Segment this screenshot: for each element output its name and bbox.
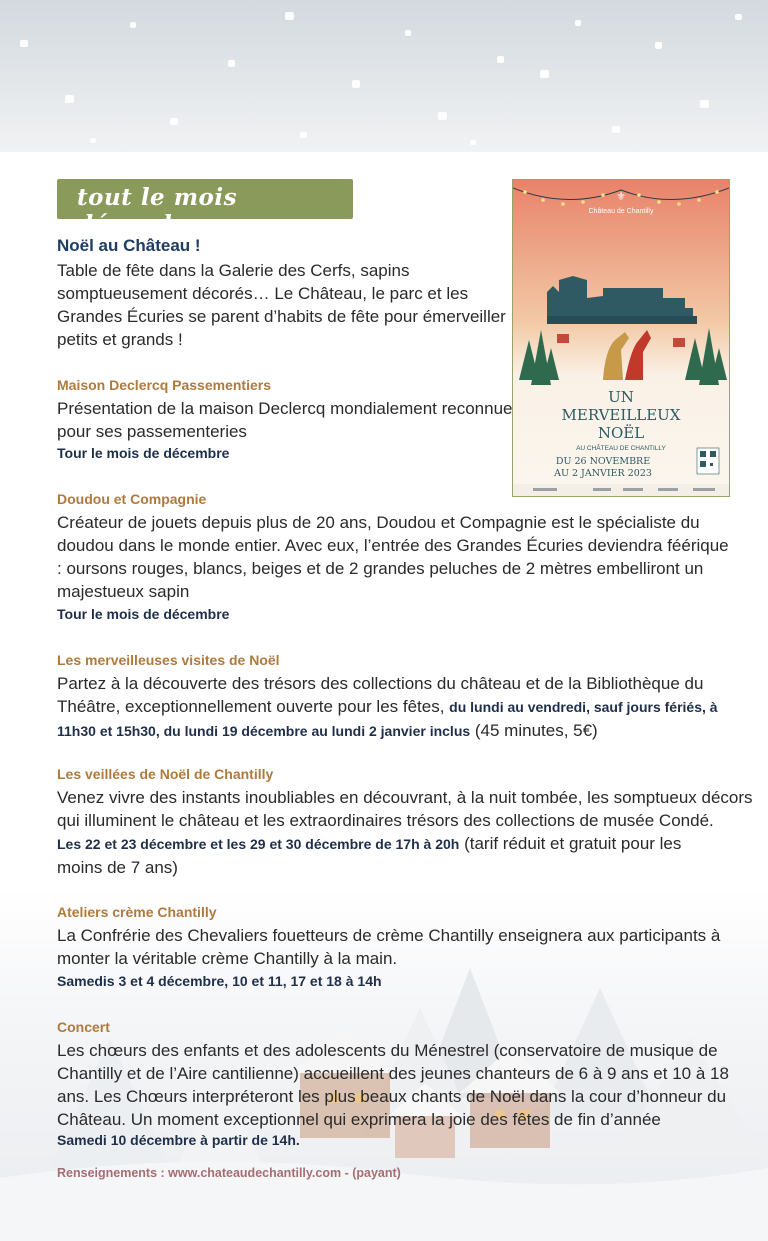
poster-brand: Château de Chantilly	[588, 208, 654, 215]
text-line: petits et grands !	[57, 330, 183, 349]
poster-title-line1: UN	[608, 388, 634, 406]
poster-illustration	[513, 180, 729, 496]
section-date-concert: Samedi 10 décembre à partir de 14h.	[57, 1132, 300, 1148]
text-line: monter la véritable crème Chantilly à la main.	[57, 949, 398, 968]
text-line: Les chœurs des enfants et des adolescents du Ménestrel (conservatoire de musique de	[57, 1041, 718, 1060]
poster-title-line2: MERVEILLEUX	[561, 406, 681, 424]
text-line: Grandes Écuries se parent d’habits de fête pour émerveiller	[57, 307, 506, 326]
schedule-text: du lundi au vendredi, sauf jours fériés, à	[449, 699, 718, 715]
poster-subtitle: AU CHÂTEAU DE CHANTILLY	[576, 445, 666, 452]
section-body-noel	[57, 259, 506, 351]
text-line	[57, 695, 718, 719]
period-banner-label: tout le mois décembre	[77, 184, 238, 238]
text-line: moins de 7 ans)	[57, 858, 178, 877]
text-line: : oursons rouges, blancs, beiges et de 2 grandes peluches de 2 mètres embelliront un	[57, 559, 704, 578]
section-body-veillees	[57, 786, 753, 879]
text-segment: (45 minutes, 5€)	[470, 721, 598, 740]
section-body-declercq	[57, 397, 512, 443]
event-poster	[512, 179, 730, 497]
section-title-concert: Concert	[57, 1019, 110, 1035]
section-title-visites: Les merveilleuses visites de Noël	[57, 652, 280, 668]
text-line	[57, 832, 753, 856]
text-line	[57, 719, 718, 743]
section-date-ateliers: Samedis 3 et 4 décembre, 10 et 11, 17 et 18 à 14h	[57, 973, 382, 989]
section-body-ateliers	[57, 924, 720, 970]
section-title-veillees: Les veillées de Noël de Chantilly	[57, 766, 274, 782]
text-line: somptueusement décorés… Le Château, le parc et les	[57, 284, 469, 303]
text-line: La Confrérie des Chevaliers fouetteurs de crème Chantilly enseignera aux participants à	[57, 926, 721, 945]
text-line: Venez vivre des instants inoubliables en découvrant, à la nuit tombée, les somptueux décors	[57, 788, 753, 807]
section-title-noel: Noël au Château !	[57, 236, 201, 255]
section-body-doudou	[57, 511, 729, 603]
section-title-declercq: Maison Declercq Passementiers	[57, 377, 271, 393]
section-title-doudou: Doudou et Compagnie	[57, 491, 207, 507]
section-title-ateliers: Ateliers crème Chantilly	[57, 904, 217, 920]
text-line: Créateur de jouets depuis plus de 20 ans, Doudou et Compagnie est le spécialiste du	[57, 513, 700, 532]
text-line: Présentation de la maison Declercq mondialement reconnue	[57, 399, 513, 418]
text-line: Table de fête dans la Galerie des Cerfs, sapins	[57, 261, 410, 280]
section-date-declercq: Tour le mois de décembre	[57, 445, 230, 461]
text-line: Chantilly et de l’Aire cantilienne) accueillent des jeunes chanteurs de 6 à 9 ans et 10 à 18	[57, 1064, 729, 1083]
poster-title-line3: NOËL	[597, 424, 645, 442]
text-line: Château. Un moment exceptionnel qui exprimera la joie des fêtes de fin d’année	[57, 1110, 661, 1129]
schedule-text: Les 22 et 23 décembre et les 29 et 30 décembre de 17h à 20h	[57, 836, 460, 852]
text-segment: Théâtre, exceptionnellement ouverte pour les fêtes,	[57, 697, 450, 716]
text-line: Partez à la découverte des trésors des collections du château et de la Bibliothèque du	[57, 674, 704, 693]
poster-dates-line1: DU 26 NOVEMBRE	[555, 456, 651, 467]
svg-text:⚜: ⚜	[616, 190, 626, 203]
text-line: ans. Les Chœurs interpréteront les plus beaux chants de Noël dans la cour d’honneur du	[57, 1087, 727, 1106]
text-line: majestueux sapin	[57, 582, 190, 601]
section-body-concert	[57, 1039, 729, 1131]
schedule-text: 11h30 et 15h30, du lundi 19 décembre au lundi 2 janvier inclus	[57, 723, 471, 739]
text-line: qui illuminent le château et les extraordinaires trésors des collections de musée Condé.	[57, 811, 714, 830]
section-date-doudou: Tour le mois de décembre	[57, 606, 230, 622]
text-line: doudou dans le monde entier. Avec eux, l’entrée des Grandes Écuries deviendra féérique	[57, 536, 729, 555]
section-body-visites	[57, 672, 718, 743]
info-footer: Renseignements : www.chateaudechantilly.com - (payant)	[57, 1166, 401, 1180]
text-line: pour ses passementeries	[57, 422, 247, 441]
poster-dates-line2: AU 2 JANVIER 2023	[554, 468, 652, 479]
text-segment: (tarif réduit et gratuit pour les	[459, 834, 682, 853]
period-banner	[57, 179, 353, 238]
